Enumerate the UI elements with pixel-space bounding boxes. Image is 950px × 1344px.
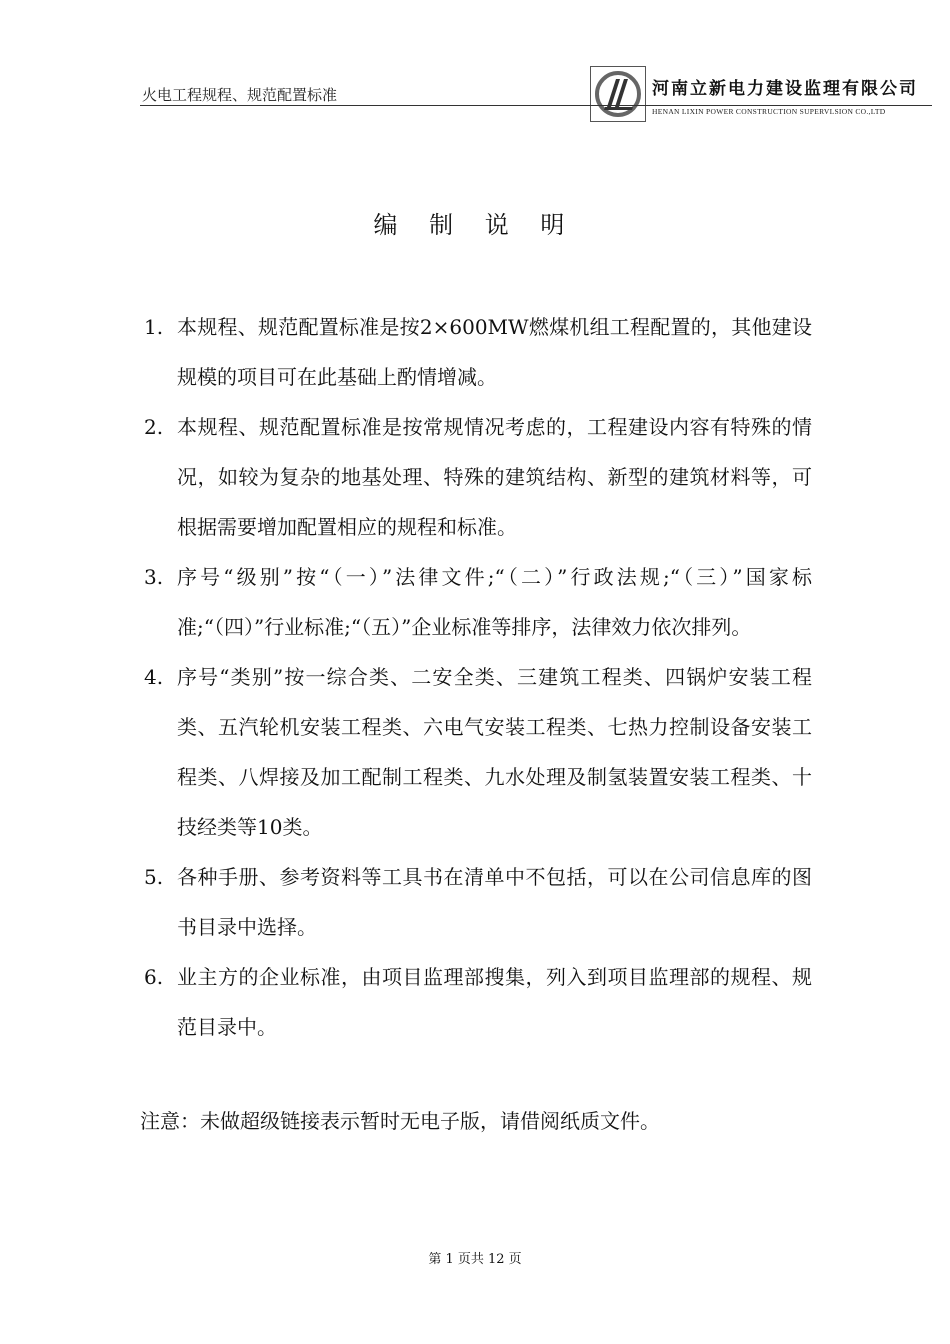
item-text: 业主方的企业标准，由项目监理部搜集，列入到项目监理部的规程、规范目录中。 xyxy=(177,965,812,1039)
item-number: 2. xyxy=(144,415,164,439)
header-divider xyxy=(140,105,932,106)
item-text: 序号“类别”按一综合类、二安全类、三建筑工程类、四锅炉安装工程类、五汽轮机安装工程类、六电气安装工程类、七热力控制设备安装工程类、八焊接及加工配制工程类、九水处理及制氢装置安装工程类、十技经类等10类。 xyxy=(177,665,812,839)
item-number: 1. xyxy=(144,315,164,339)
company-name-cn: 河南立新电力建设监理有限公司 xyxy=(652,79,918,99)
header-title: 火电工程规程、规范配置标准 xyxy=(142,86,338,104)
company-logo xyxy=(590,66,646,122)
list-item xyxy=(140,552,812,652)
list-item xyxy=(140,852,812,952)
list-item xyxy=(140,652,812,852)
list-item xyxy=(140,302,812,402)
document-title: 编 制 说 明 xyxy=(373,211,577,239)
item-text: 各种手册、参考资料等工具书在清单中不包括，可以在公司信息库的图书目录中选择。 xyxy=(177,865,812,939)
list-item xyxy=(140,402,812,552)
item-number: 6. xyxy=(144,965,164,989)
item-text: 序号“级别”按“（一）”法律文件;“（二）”行政法规;“（三）”国家标准;“（四）”行业标准;“（五）”企业标准等排序，法律效力依次排列。 xyxy=(177,565,812,639)
item-text: 本规程、规范配置标准是按常规情况考虑的，工程建设内容有特殊的情况，如较为复杂的地基处理、特殊的建筑结构、新型的建筑材料等，可根据需要增加配置相应的规程和标准。 xyxy=(177,415,812,539)
item-number: 4. xyxy=(144,665,164,689)
note-text: 注意：未做超级链接表示暂时无电子版，请借阅纸质文件。 xyxy=(140,1109,660,1133)
company-logo-icon xyxy=(591,67,645,121)
list-item xyxy=(140,952,812,1052)
page-number: 第 1 页共 12 页 xyxy=(428,1252,522,1267)
company-name-en: HENAN LIXIN POWER CONSTRUCTION SUPERVLSION CO.,LTD xyxy=(652,107,886,116)
item-text: 本规程、规范配置标准是按2×600MW燃煤机组工程配置的，其他建设规模的项目可在此基础上酌情增减。 xyxy=(177,315,812,389)
page-header xyxy=(140,64,932,126)
item-number: 3. xyxy=(144,565,164,589)
item-number: 5. xyxy=(144,865,164,889)
instruction-list xyxy=(140,302,812,1052)
